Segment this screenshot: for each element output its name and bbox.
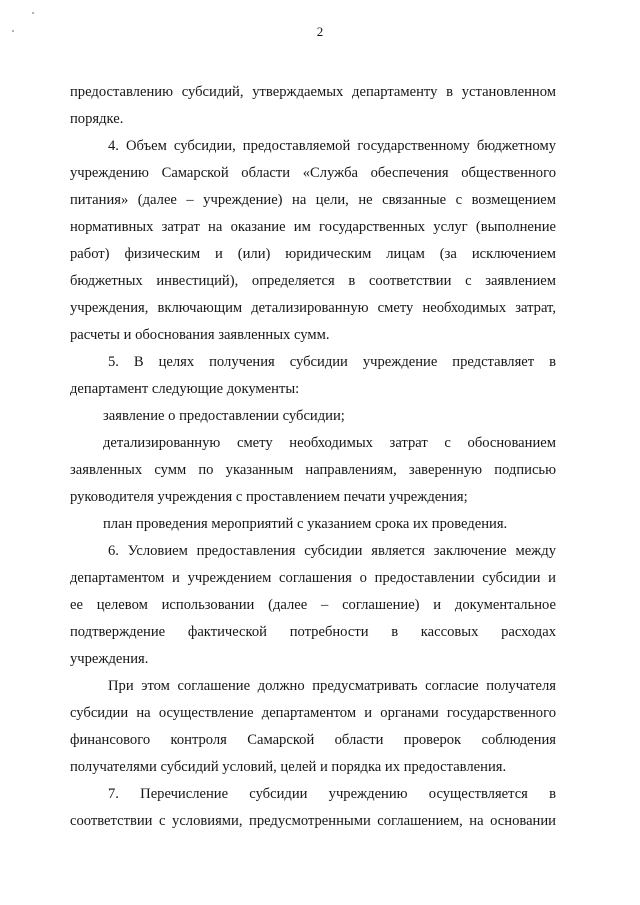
text-line: При этом соглашение должно предусматривать согласие получателя xyxy=(108,678,556,694)
text-line: питания» (далее – учреждение) на цели, не связанные с возмещением xyxy=(70,192,556,208)
text-line: ее целевом использовании (далее – соглашение) и документальное xyxy=(70,597,556,613)
text-line: заявленных сумм по указанным направлениям, заверенную подписью xyxy=(70,462,556,478)
text-line: работ) физическим и (или) юридическим лицам (за исключением xyxy=(70,246,556,262)
text-line: департаментом и учреждением соглашения о предоставлении субсидии и xyxy=(70,570,556,586)
text-line: 6. Условием предоставления субсидии является заключение между xyxy=(108,543,556,559)
text-line: руководителя учреждения с проставлением печати учреждения; xyxy=(70,489,468,505)
text-line: соответствии с условиями, предусмотренными соглашением, на основании xyxy=(70,813,556,829)
text-line: 4. Объем субсидии, предоставляемой государственному бюджетному xyxy=(108,138,556,154)
text-line: план проведения мероприятий с указанием срока их проведения. xyxy=(103,516,508,532)
text-line: детализированную смету необходимых затрат с обоснованием xyxy=(103,435,556,451)
text-line: учреждения, включающим детализированную смету необходимых затрат, xyxy=(70,300,556,316)
scan-artifact xyxy=(32,12,34,14)
text-line: 7. Перечисление субсидии учреждению осуществляется в xyxy=(108,786,556,802)
text-line: бюджетных инвестиций), определяется в соответствии с заявлением xyxy=(70,273,556,289)
text-line: получателями субсидий условий, целей и порядка их предоставления. xyxy=(70,759,507,775)
text-line: департамент следующие документы: xyxy=(70,381,300,397)
text-line: финансового контроля Самарской области проверок соблюдения xyxy=(70,732,556,748)
page-number: 2 xyxy=(316,24,324,39)
text-line: учреждению Самарской области «Служба обеспечения общественного xyxy=(70,165,556,181)
text-line: субсидии на осуществление департаментом и органами государственного xyxy=(70,705,556,721)
text-line: расчеты и обоснования заявленных сумм. xyxy=(70,327,330,343)
text-line: 5. В целях получения субсидии учреждение представляет в xyxy=(108,354,556,370)
text-line: заявление о предоставлении субсидии; xyxy=(103,408,345,424)
text-line: предоставлению субсидий, утверждаемых департаменту в установленном xyxy=(70,84,556,100)
text-line: нормативных затрат на оказание им государственных услуг (выполнение xyxy=(70,219,556,235)
text-line: подтверждение фактической потребности в кассовых расходах xyxy=(70,624,556,640)
text-line: учреждения. xyxy=(70,651,149,667)
text-line: порядке. xyxy=(70,111,124,127)
